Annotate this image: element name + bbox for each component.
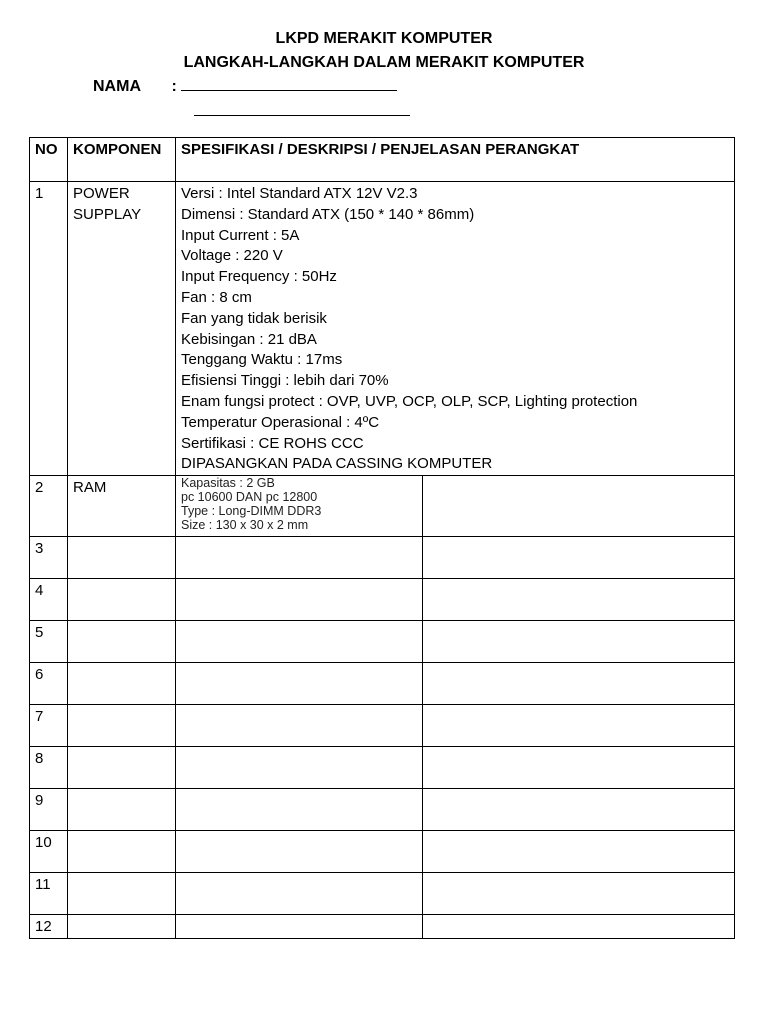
row-spec: [176, 476, 423, 537]
row-spec[interactable]: [176, 579, 423, 621]
row-component[interactable]: [68, 789, 176, 831]
document-title: LKPD MERAKIT KOMPUTER: [275, 30, 493, 47]
header-komponen: KOMPONEN: [68, 138, 176, 182]
row-spec[interactable]: [176, 705, 423, 747]
table-row: [30, 747, 735, 789]
table-row: [30, 579, 735, 621]
row-extra: [423, 476, 735, 537]
row-component[interactable]: [68, 705, 176, 747]
spec-line: Efisiensi Tinggi : lebih dari 70%: [181, 372, 389, 390]
row-component[interactable]: [68, 579, 176, 621]
document-subtitle: LANGKAH-LANGKAH DALAM MERAKIT KOMPUTER: [183, 54, 585, 71]
row-extra[interactable]: [423, 915, 735, 939]
row-extra[interactable]: [423, 621, 735, 663]
nama-separator: :: [171, 78, 177, 95]
table-row: [30, 663, 735, 705]
spec-line: Kapasitas : 2 GB: [181, 476, 275, 491]
row-spec: [176, 182, 735, 476]
row-component[interactable]: [68, 873, 176, 915]
row-extra[interactable]: [423, 537, 735, 579]
row-spec[interactable]: [176, 831, 423, 873]
row-spec[interactable]: [176, 915, 423, 939]
row-extra[interactable]: [423, 579, 735, 621]
row-component: POWER SUPPLAY: [68, 182, 176, 476]
spec-line: Kebisingan : 21 dBA: [181, 330, 317, 348]
row-extra[interactable]: [423, 873, 735, 915]
row-extra[interactable]: [423, 705, 735, 747]
row-extra[interactable]: [423, 663, 735, 705]
spec-line: pc 10600 DAN pc 12800: [181, 490, 318, 505]
spec-line: Fan yang tidak berisik: [181, 309, 327, 327]
row-component[interactable]: [68, 621, 176, 663]
header-spesifikasi: SPESIFIKASI / DESKRIPSI / PENJELASAN PERANGKAT: [176, 138, 735, 182]
spec-line: Size : 130 x 30 x 2 mm: [181, 518, 309, 533]
row-number: 12: [30, 915, 68, 939]
table-header-row: [30, 138, 735, 182]
row-component: RAM: [68, 476, 176, 537]
spec-line: Sertifikasi : CE ROHS CCC: [181, 434, 364, 452]
row-number: 9: [30, 789, 68, 831]
row-spec[interactable]: [176, 663, 423, 705]
row-extra[interactable]: [423, 747, 735, 789]
table-row: [30, 831, 735, 873]
spec-line: Fan : 8 cm: [181, 288, 252, 306]
row-number: 10: [30, 831, 68, 873]
spec-line: Type : Long-DIMM DDR3: [181, 504, 322, 519]
table-row: [30, 915, 735, 939]
row-component[interactable]: [68, 663, 176, 705]
row-component[interactable]: [68, 747, 176, 789]
row-spec[interactable]: [176, 621, 423, 663]
row-number: 8: [30, 747, 68, 789]
spec-line: Input Frequency : 50Hz: [181, 268, 337, 286]
table-row: [30, 537, 735, 579]
spec-line: Tenggang Waktu : 17ms: [181, 351, 343, 369]
row-component[interactable]: [68, 915, 176, 939]
row-number: 1: [30, 182, 68, 476]
row-spec[interactable]: [176, 789, 423, 831]
row-component[interactable]: [68, 831, 176, 873]
spec-line: Temperatur Operasional : 4ºC: [181, 413, 380, 431]
nama-blank-line: [181, 76, 397, 91]
spec-line: DIPASANGKAN PADA CASSING KOMPUTER: [181, 455, 493, 473]
row-extra[interactable]: [423, 831, 735, 873]
row-number: 6: [30, 663, 68, 705]
spec-line: Voltage : 220 V: [181, 247, 283, 265]
component-table: [29, 137, 735, 939]
spec-line: Input Current : 5A: [181, 226, 300, 244]
table-row: [30, 873, 735, 915]
row-number: 11: [30, 873, 68, 915]
row-spec[interactable]: [176, 873, 423, 915]
row-number: 3: [30, 537, 68, 579]
row-number: 7: [30, 705, 68, 747]
row-number: 2: [30, 476, 68, 537]
row-extra[interactable]: [423, 789, 735, 831]
row-spec[interactable]: [176, 747, 423, 789]
table-row: [30, 621, 735, 663]
nama-label: NAMA: [93, 78, 141, 95]
spec-line: Dimensi : Standard ATX (150 * 140 * 86mm): [181, 205, 475, 223]
table-row: [30, 182, 735, 476]
table-row: [30, 476, 735, 537]
table-row: [30, 705, 735, 747]
header-no: NO: [30, 138, 68, 182]
row-spec[interactable]: [176, 537, 423, 579]
spec-line: Enam fungsi protect : OVP, UVP, OCP, OLP, SCP, Lighting protection: [181, 392, 638, 410]
nama-row: [93, 76, 397, 97]
nama-blank-line-2: [194, 101, 410, 116]
table-row: [30, 789, 735, 831]
row-number: 5: [30, 621, 68, 663]
row-component[interactable]: [68, 537, 176, 579]
row-number: 4: [30, 579, 68, 621]
spec-line: Versi : Intel Standard ATX 12V V2.3: [181, 185, 418, 202]
